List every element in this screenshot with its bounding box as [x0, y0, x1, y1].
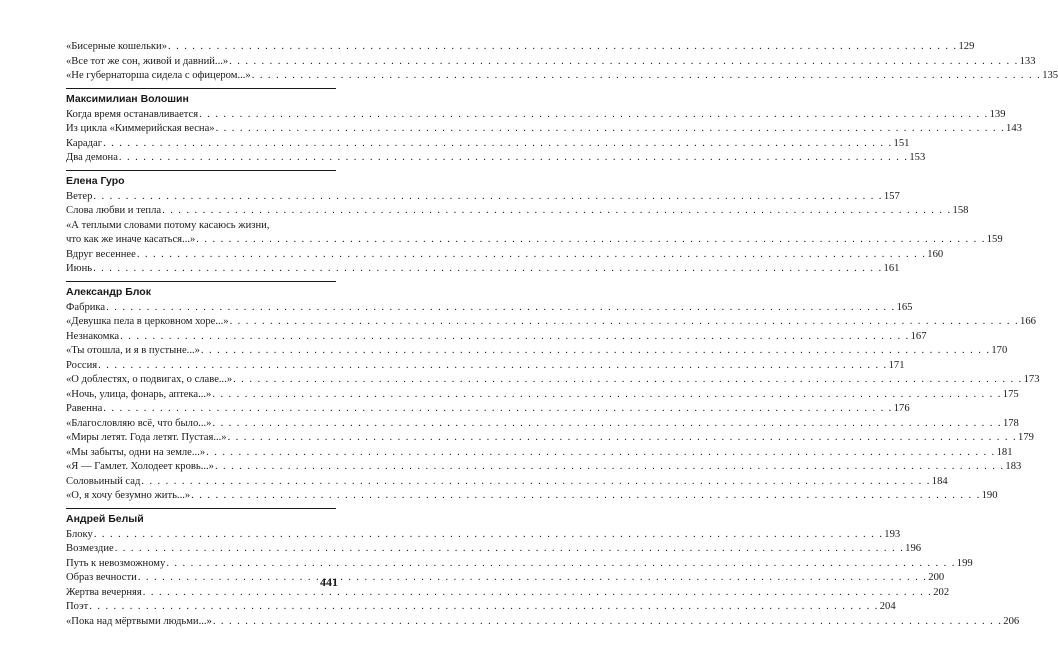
- dot-leader: [94, 528, 883, 543]
- dot-leader: [106, 301, 895, 316]
- entry-page: 161: [883, 263, 900, 274]
- entry-title: «О доблестях, о подвигах, о славе...»: [66, 374, 233, 385]
- dot-leader: [119, 151, 908, 166]
- toc-entry: [66, 571, 945, 586]
- entry-page: 157: [883, 190, 900, 202]
- dot-leader: [196, 233, 985, 248]
- entry-title: Фабрика: [66, 301, 106, 313]
- toc-entry: [66, 359, 905, 374]
- entry-page: 184: [931, 475, 948, 487]
- entry-title: «Ты отошла, и я в пустыне...»: [66, 345, 200, 356]
- dot-leader: [138, 571, 927, 586]
- toc-entry: [66, 542, 922, 557]
- entry-page: 200: [928, 572, 945, 583]
- entry-title: «Все тот же сон, живой и давний...»: [66, 55, 229, 67]
- entry-page: 129: [958, 41, 975, 52]
- toc-entry: [66, 330, 927, 345]
- entry-page: 190: [981, 490, 998, 501]
- author-heading: Елена Гуро: [66, 170, 336, 188]
- entry-title: Равенна: [66, 403, 103, 414]
- toc-entry: [66, 204, 969, 219]
- entry-title: «О, я хочу безумно жить...»: [66, 490, 191, 501]
- entry-title: что как же иначе касаться...»: [66, 234, 196, 245]
- entry-title: «Бисерные кошельки»: [66, 41, 168, 52]
- toc-entry: [66, 402, 910, 417]
- entry-page: 133: [1019, 55, 1036, 67]
- entry-title: «Ночь, улица, фонарь, аптека...»: [66, 388, 212, 400]
- dot-leader: [199, 108, 988, 123]
- dot-leader: [212, 388, 1001, 403]
- entry-title: «Девушка пела в церковном хоре...»: [66, 316, 229, 327]
- entry-page: 206: [1003, 615, 1020, 627]
- entry-title: Жертва вечерняя: [66, 586, 142, 598]
- entry-page: 151: [893, 137, 910, 149]
- entry-page: 159: [986, 234, 1003, 245]
- toc-entry: [66, 301, 913, 316]
- entry-title: Незнакомка: [66, 330, 120, 342]
- entry-title: Путь к невозможному: [66, 557, 166, 569]
- dot-leader: [162, 204, 951, 219]
- entry-page: 153: [909, 152, 926, 163]
- entry-page: 196: [905, 543, 922, 554]
- toc-entry: [66, 417, 1019, 432]
- entry-title: «Благословляю всё, что было...»: [66, 417, 212, 429]
- entry-page: 178: [1002, 417, 1019, 429]
- toc-entry: [66, 55, 1036, 70]
- dot-leader: [233, 373, 1022, 388]
- toc-entry: [66, 248, 944, 263]
- toc-entry: [66, 460, 1022, 475]
- author-heading: Андрей Белый: [66, 508, 336, 526]
- toc-entry: [66, 190, 900, 205]
- dot-leader: [212, 417, 1001, 432]
- entry-title: Два демона: [66, 152, 118, 163]
- dot-leader: [252, 69, 1041, 84]
- dot-leader: [93, 190, 882, 205]
- toc-entry: [66, 262, 900, 277]
- dot-leader: [115, 542, 904, 557]
- toc-entry: [66, 600, 896, 615]
- toc-section: [66, 88, 1022, 166]
- dot-leader: [230, 315, 1019, 330]
- entry-title: «Пока над мёртвыми людьми...»: [66, 615, 212, 627]
- entry-page: 166: [1020, 316, 1036, 327]
- entry-title: Из цикла «Киммерийская весна»: [66, 123, 215, 134]
- entry-page: 143: [1006, 123, 1022, 134]
- author-heading: Александр Блок: [66, 281, 336, 299]
- entry-page: 183: [1005, 461, 1022, 472]
- entry-title: Июнь: [66, 263, 93, 274]
- entry-page: 204: [879, 601, 896, 612]
- toc-entry: [66, 40, 975, 55]
- dot-leader: [166, 557, 955, 572]
- entry-page: 175: [1002, 388, 1019, 400]
- toc-entry: [66, 431, 1034, 446]
- toc-entry: [66, 373, 1040, 388]
- dot-leader: [213, 615, 1002, 630]
- dot-leader: [89, 600, 878, 615]
- toc-entry: [66, 475, 948, 490]
- toc-entry: [66, 615, 1020, 630]
- entry-page: 181: [996, 446, 1013, 458]
- dot-leader: [229, 55, 1018, 70]
- table-of-contents: [66, 40, 1058, 629]
- toc-section: [66, 40, 1058, 84]
- toc-entry: [66, 489, 998, 504]
- entry-page: 170: [991, 345, 1008, 356]
- entry-title: «Миры летят. Года летят. Пустая...»: [66, 432, 227, 443]
- entry-title: Соловьиный сад: [66, 475, 141, 487]
- entry-page: 165: [896, 301, 913, 313]
- entry-page: 135: [1042, 70, 1058, 81]
- dot-leader: [201, 344, 990, 359]
- dot-leader: [168, 40, 957, 55]
- toc-entry: [66, 151, 926, 166]
- entry-title: Блоку: [66, 528, 93, 540]
- dot-leader: [98, 359, 887, 374]
- entry-title-line: «А теплыми словами потому касаюсь жизни,: [66, 219, 270, 231]
- toc-section: [66, 281, 1040, 504]
- dot-leader: [216, 122, 1005, 137]
- entry-page: 160: [927, 248, 944, 260]
- dot-leader: [93, 262, 882, 277]
- entry-page: 158: [952, 205, 969, 216]
- entry-title: Карадаг: [66, 137, 103, 149]
- toc-entry: [66, 528, 901, 543]
- entry-page: 139: [989, 108, 1006, 120]
- entry-title: «Я — Гамлет. Холодеет кровь...»: [66, 461, 214, 472]
- dot-leader: [120, 330, 909, 345]
- entry-title: «Не губернаторша сидела с офицером...»: [66, 70, 251, 81]
- author-heading: Максимилиан Волошин: [66, 88, 336, 106]
- toc-entry: [66, 315, 1036, 330]
- toc-entry: [66, 557, 973, 572]
- toc-entry: [66, 122, 1022, 137]
- toc-entry: [66, 446, 1013, 461]
- toc-section: [66, 170, 1003, 277]
- dot-leader: [103, 402, 892, 417]
- entry-page: 171: [888, 359, 905, 371]
- dot-leader: [103, 137, 892, 152]
- dot-leader: [206, 446, 995, 461]
- entry-page: 167: [910, 330, 927, 342]
- toc-entry: [66, 69, 1058, 84]
- toc-entry: [66, 137, 910, 152]
- entry-page: 199: [956, 557, 973, 569]
- dot-leader: [137, 248, 926, 263]
- toc-entry: [66, 586, 950, 601]
- dot-leader: [143, 586, 932, 601]
- entry-page: 202: [933, 586, 950, 598]
- toc-entry: [66, 108, 1006, 123]
- toc-section: [66, 508, 1020, 630]
- entry-title: Слова любви и тепла: [66, 205, 162, 216]
- page-number: 441: [320, 575, 338, 589]
- toc-entry: [66, 233, 1003, 248]
- dot-leader: [228, 431, 1017, 446]
- entry-page: 176: [893, 403, 910, 414]
- dot-leader: [141, 475, 930, 490]
- entry-title: Ветер: [66, 190, 93, 202]
- toc-entry: [66, 344, 1008, 359]
- entry-title: Поэт: [66, 601, 89, 612]
- entry-title: Когда время останавливается: [66, 108, 199, 120]
- entry-page: 179: [1018, 432, 1034, 443]
- dot-leader: [215, 460, 1004, 475]
- toc-entry: [66, 388, 1019, 403]
- entry-title: «Мы забыты, одни на земле...»: [66, 446, 206, 458]
- dot-leader: [191, 489, 980, 504]
- entry-title: Возмездие: [66, 543, 114, 554]
- entry-page: 193: [884, 528, 901, 540]
- entry-page: 173: [1023, 374, 1040, 385]
- entry-title: Россия: [66, 359, 98, 371]
- entry-title: Образ вечности: [66, 572, 137, 583]
- entry-title: Вдруг весеннее: [66, 248, 136, 260]
